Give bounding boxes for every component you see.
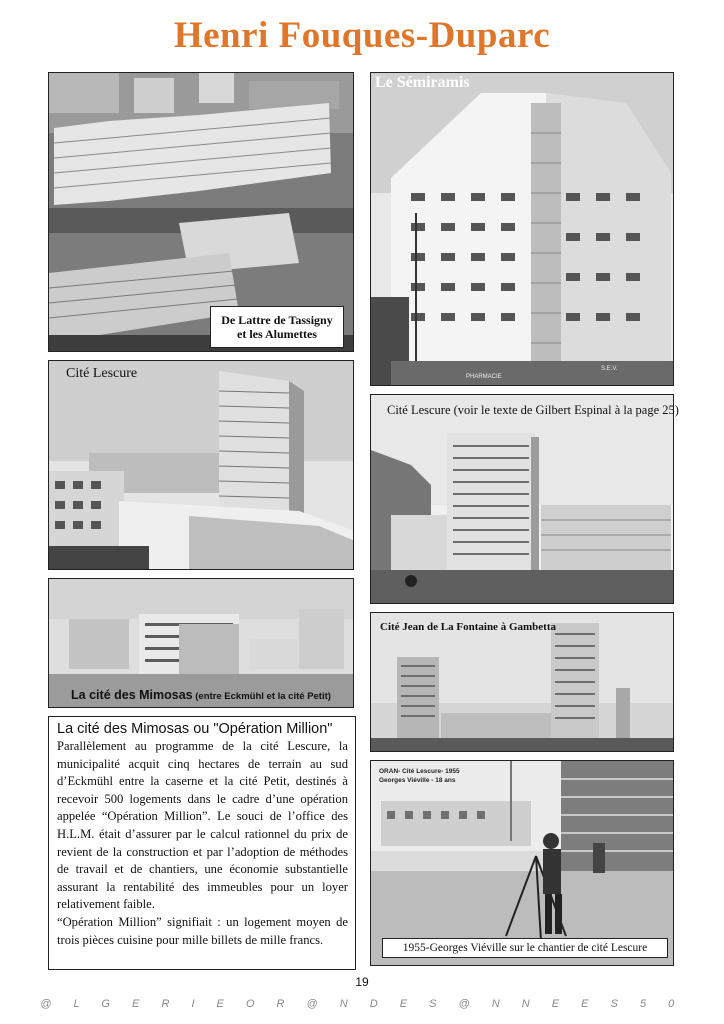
vieville-inset-line2: Georges Viéville - 18 ans — [379, 777, 456, 784]
photo-lescure-2 — [370, 394, 674, 604]
semiramis-sign-pharmacie: PHARMACIE — [466, 374, 502, 380]
article-heading: La cité des Mimosas ou "Opération Million" — [57, 721, 333, 737]
caption-vieville: 1955-Georges Viéville sur le chantier de cité Lescure — [382, 938, 668, 958]
photo-vieville — [370, 760, 674, 966]
fontaine-towers-image — [371, 613, 674, 752]
caption-tassigny-line1: De Lattre de Tassigny — [221, 313, 333, 327]
photo-semiramis — [370, 72, 674, 386]
caption-tassigny — [210, 306, 344, 348]
vieville-inset-line1: ORAN- Cité Lescure- 1955 — [379, 768, 460, 775]
semiramis-sign-sev: S.E.V. — [601, 366, 618, 372]
caption-lescure-2: Cité Lescure (voir le texte de Gilbert Espinal à la page 25) — [387, 403, 679, 417]
caption-mimosas-sub: (entre Eckmühl et la cité Petit) — [192, 691, 331, 702]
photo-fontaine — [370, 612, 674, 752]
caption-lescure-1: Cité Lescure — [66, 366, 138, 381]
page-footer: @ L G E R I E O R @ N D E S @ N N E E S 5 0 — [40, 998, 684, 1010]
lescure-tower-image — [49, 361, 354, 570]
page-number: 19 — [355, 975, 369, 989]
page-title: Henri Fouques-Duparc — [173, 15, 551, 56]
caption-fontaine: Cité Jean de La Fontaine à Gambetta — [380, 621, 556, 633]
lescure-panorama-image — [371, 395, 674, 604]
photo-lescure-1 — [48, 360, 354, 570]
article-paragraph-2: “Opération Million” signifiait : un logement moyen de trois pièces cuisine pour mille billets de mille francs. — [57, 914, 348, 947]
caption-tassigny-line2: et les Alumettes — [237, 327, 317, 341]
article-box — [48, 716, 356, 970]
caption-mimosas — [52, 686, 350, 706]
semiramis-building-image — [371, 73, 674, 386]
vieville-site-image — [371, 761, 674, 966]
caption-mimosas-main: La cité des Mimosas — [71, 688, 193, 702]
article-paragraph-1: Parallèlement au programme de la cité Lescure, la municipalité acquit cinq hectares de terrain au sud d’Eckmühl entre la caserne et la cité Petit, destinés à recevoir 500 logements dans le cadre d’une opération appelée “Opération Million”. Le souci de l’office des H.L.M. était d’assurer par le calcul rationnel du prix de revient de la construction et par l’adoption de méthodes de travail et de chantiers, une économie substantielle assurant la rentabilité des immeubles pour un loyer relativement faible. — [57, 739, 348, 912]
caption-semiramis: Le Sémiramis — [375, 74, 470, 91]
